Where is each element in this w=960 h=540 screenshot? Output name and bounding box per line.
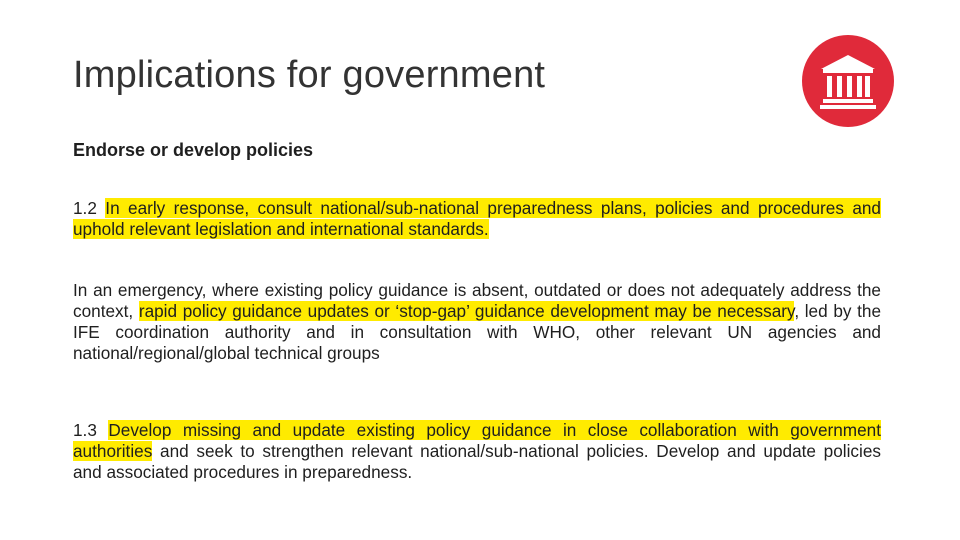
section-subheading: Endorse or develop policies — [73, 140, 314, 160]
paragraph-number: 1.2 — [73, 198, 106, 218]
government-building-icon — [802, 35, 894, 127]
paragraph-text: , led by the IFE coordination authority and in consultation with WHO, other relevant UN agencies and national/regional/global technical groups — [73, 301, 882, 363]
paragraph-1-2 — [73, 198, 881, 240]
logo-graphic — [802, 35, 894, 127]
paragraph-1-3 — [73, 420, 881, 483]
paragraph-text: and seek to strengthen relevant national/sub-national policies. Develop and update policies and associated procedures in preparedness. — [73, 441, 881, 482]
paragraph-emergency — [73, 280, 881, 364]
highlighted-text: Develop missing and update existing policy guidance in close collaboration with government authorities — [73, 420, 882, 461]
paragraph-number: 1.3 — [73, 420, 109, 440]
highlighted-text: rapid policy guidance updates or ‘stop-gap’ guidance development may be necessary — [138, 301, 795, 321]
highlighted-text: In early response, consult national/sub-national preparedness plans, policies and procedures and uphold relevant legislation and international standards. — [73, 198, 881, 239]
paragraph-text: In an emergency, where existing policy guidance is absent, outdated or does not adequately address the context, — [73, 280, 881, 321]
slide-title: Implications for government — [73, 54, 546, 96]
